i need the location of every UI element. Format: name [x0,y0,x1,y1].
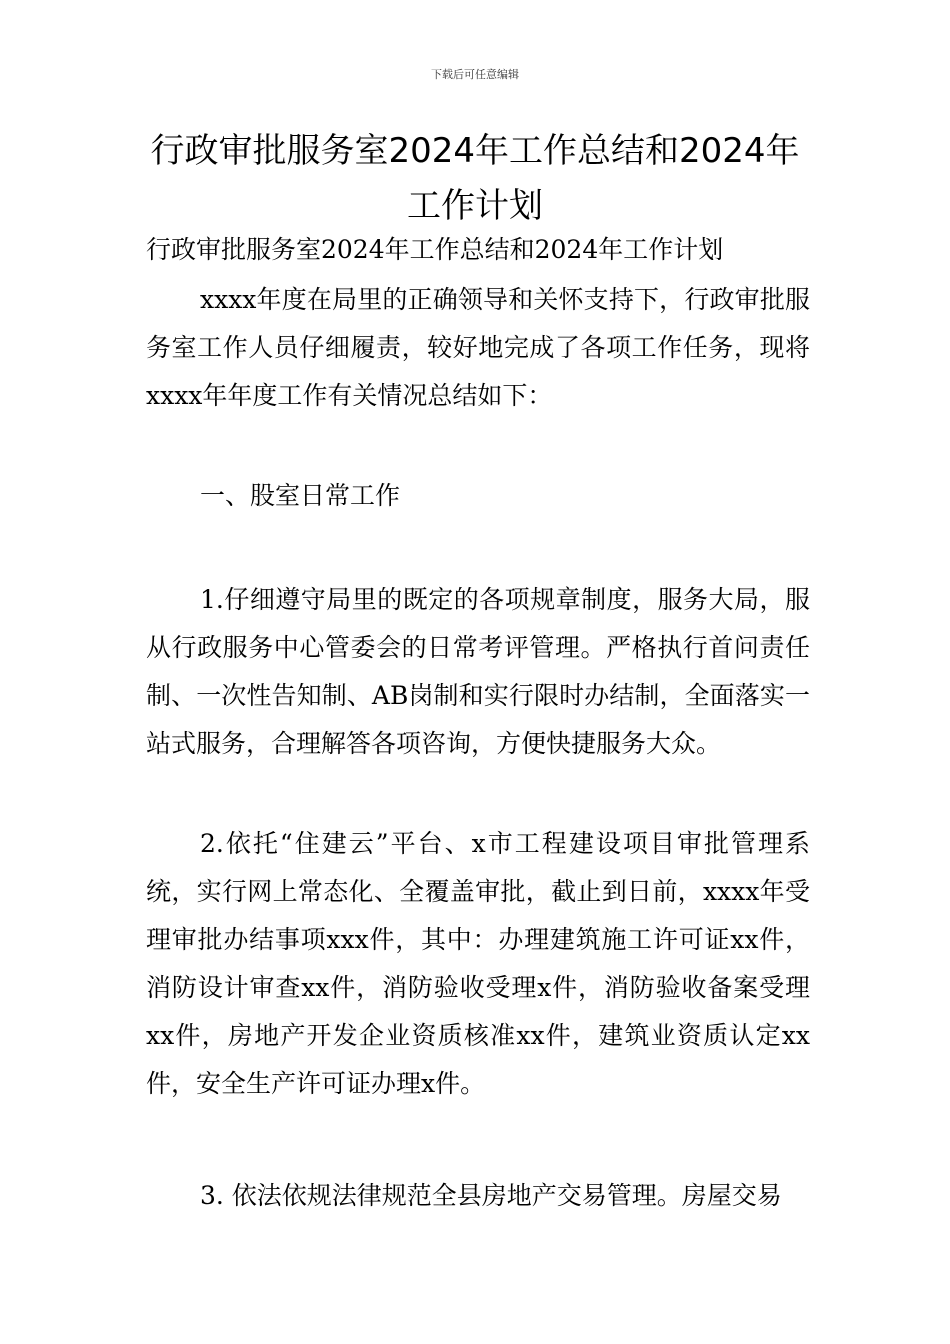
document-subtitle: 行政审批服务室2024年工作总结和2024年工作计划 [146,235,724,264]
paragraph-item-1: 1.仔细遵守局里的既定的各项规章制度，服务大局，服从行政服务中心管委会的日常考评管理。严格执行首问责任制、一次性告知制、AB岗制和实行限时办结制，全面落实一站式服务，合理解答各项咨询，方便快捷服务大众。 [146,585,810,758]
intro-paragraph: xxxx年度在局里的正确领导和关怀支持下，行政审批服务室工作人员仔细履责，较好地完成了各项工作任务，现将xxxx年年度工作有关情况总结如下： [146,285,810,410]
paragraph-item-2: 2.依托“住建云”平台、x市工程建设项目审批管理系统，实行网上常态化、全覆盖审批，截止到日前，xxxx年受理审批办结事项xxx件，其中：办理建筑施工许可证xx件，消防设计审查xx件，消防验收受理x件，消防验收备案受理xx件，房地产开发企业资质核准xx件，建筑业资质认定xx件，安全生产许可证办理x件。 [146,829,810,1098]
document-title: 行政审批服务室2024年工作总结和2024年工作计划 [150,131,800,226]
header-note: 下载后可任意编辑 [431,68,519,81]
section-heading: 一、股室日常工作 [200,481,401,510]
paragraph-item-3: 3. 依法依规法律规范全县房地产交易管理。房屋交易 [200,1181,782,1210]
